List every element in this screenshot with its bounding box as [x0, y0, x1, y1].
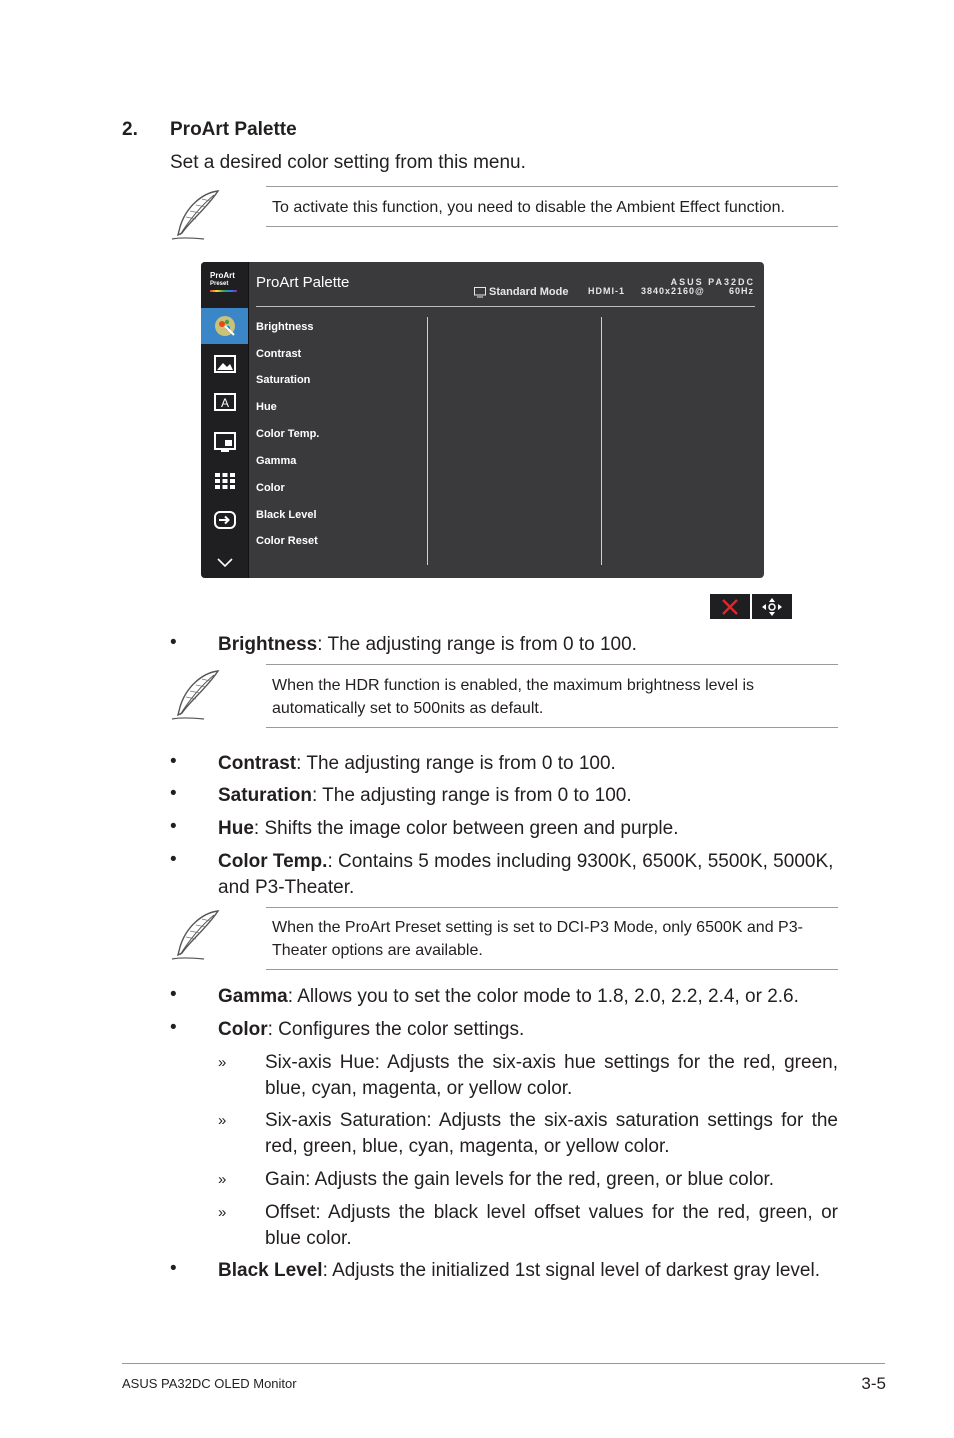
footer-rule: [122, 1363, 885, 1364]
chevron-down-icon[interactable]: [201, 544, 248, 578]
sub-bullet-mark: »: [218, 1171, 227, 1188]
sub-bullet-mark: »: [218, 1112, 227, 1129]
column-divider: [601, 317, 602, 565]
osd-input: HDMI-1: [588, 286, 625, 296]
sub-item-offset: Offset: Adjusts the black level offset values for the red, green, or blue color.: [265, 1202, 838, 1249]
sub-item-six-axis-hue: Six-axis Hue: Adjusts the six-axis hue settings for the red, green, blue, cyan, magenta, or yellow color.: [265, 1052, 838, 1099]
pip-icon[interactable]: [201, 424, 248, 460]
note-feather-icon: [168, 907, 224, 963]
menu-item-color-reset[interactable]: Color Reset: [256, 535, 318, 547]
menu-item-gamma[interactable]: Gamma: [256, 455, 297, 467]
bullet-mark: •: [170, 1258, 177, 1279]
bullet-brightness: Brightness: The adjusting range is from 0 to 100.: [218, 634, 637, 655]
note-hdr-text: When the HDR function is enabled, the maximum brightness level is automatically set to 500nits as default.: [272, 677, 754, 717]
note-feather-icon: [168, 187, 224, 243]
footer-product-name: ASUS PA32DC OLED Monitor: [122, 1376, 297, 1391]
bullet-contrast: Contrast: The adjusting range is from 0 to 100.: [218, 753, 616, 774]
font-a-icon[interactable]: [201, 385, 248, 421]
bullet-mark: •: [170, 984, 177, 1005]
osd-model: ASUS PA32DC: [670, 277, 755, 287]
proart-preset-logo: ProArt Preset: [210, 272, 240, 292]
sub-bullet-mark: »: [218, 1204, 227, 1221]
input-icon[interactable]: [201, 502, 248, 538]
grid-icon[interactable]: [201, 463, 248, 499]
menu-item-saturation[interactable]: Saturation: [256, 374, 311, 386]
bullet-black-level: Black Level: Adjusts the initialized 1st signal level of darkest gray level.: [218, 1260, 821, 1281]
osd-mode: Standard Mode: [489, 286, 569, 298]
bullet-mark: •: [170, 1017, 177, 1038]
osd-refresh: 60Hz: [729, 286, 755, 296]
bullet-mark: •: [170, 783, 177, 804]
bullet-mark: •: [170, 816, 177, 837]
column-divider: [427, 317, 428, 565]
svg-text:A: A: [220, 396, 229, 410]
bullet-color: Color: Configures the color settings.: [218, 1019, 525, 1040]
section-number: 2.: [122, 119, 138, 140]
bullet-mark: •: [170, 632, 177, 653]
menu-item-color[interactable]: Color: [256, 482, 285, 494]
bullet-mark: •: [170, 849, 177, 870]
bullet-saturation: Saturation: The adjusting range is from 0 to 100.: [218, 785, 632, 806]
palette-icon[interactable]: [201, 308, 248, 344]
menu-item-color-temp[interactable]: Color Temp.: [256, 428, 320, 440]
osd-sidebar: [201, 262, 248, 578]
bullet-hue: Hue: Shifts the image color between green and purple.: [218, 818, 679, 839]
page-number: 3-5: [861, 1374, 886, 1393]
navigate-button[interactable]: [752, 594, 792, 619]
sub-item-gain: Gain: Adjusts the gain levels for the red, green, or blue color.: [265, 1169, 775, 1190]
close-button[interactable]: [710, 594, 750, 619]
menu-item-contrast[interactable]: Contrast: [256, 348, 302, 360]
osd-title: ProArt Palette: [256, 274, 350, 291]
monitor-icon: [474, 287, 486, 298]
osd-menu-panel: [201, 262, 764, 578]
note-ambient-text: To activate this function, you need to disable the Ambient Effect function.: [272, 199, 785, 216]
menu-item-black-level[interactable]: Black Level: [256, 509, 317, 521]
menu-item-brightness[interactable]: Brightness: [256, 321, 314, 333]
note-dcip3-text: When the ProArt Preset setting is set to DCI-P3 Mode, only 6500K and P3-Theater options are available.: [272, 919, 803, 959]
navigate-icon: [761, 597, 783, 617]
bullet-mark: •: [170, 751, 177, 772]
section-intro: Set a desired color setting from this menu.: [170, 152, 526, 173]
image-icon[interactable]: [201, 346, 248, 382]
close-icon: [721, 599, 739, 615]
note-feather-icon: [168, 667, 224, 723]
bullet-gamma: Gamma: Allows you to set the color mode to 1.8, 2.0, 2.2, 2.4, or 2.6.: [218, 986, 799, 1007]
menu-item-hue[interactable]: Hue: [256, 401, 277, 413]
osd-resolution: 3840x2160@: [641, 286, 705, 296]
sub-item-six-axis-saturation: Six-axis Saturation: Adjusts the six-axis saturation settings for the red, green, blue, cyan, magenta, or yellow color.: [265, 1110, 838, 1157]
section-title: ProArt Palette: [170, 119, 297, 140]
bullet-color-temp: Color Temp.: Contains 5 modes including 9300K, 6500K, 5500K, 5000K, and P3-Theater.: [218, 851, 834, 898]
sub-bullet-mark: »: [218, 1054, 227, 1071]
